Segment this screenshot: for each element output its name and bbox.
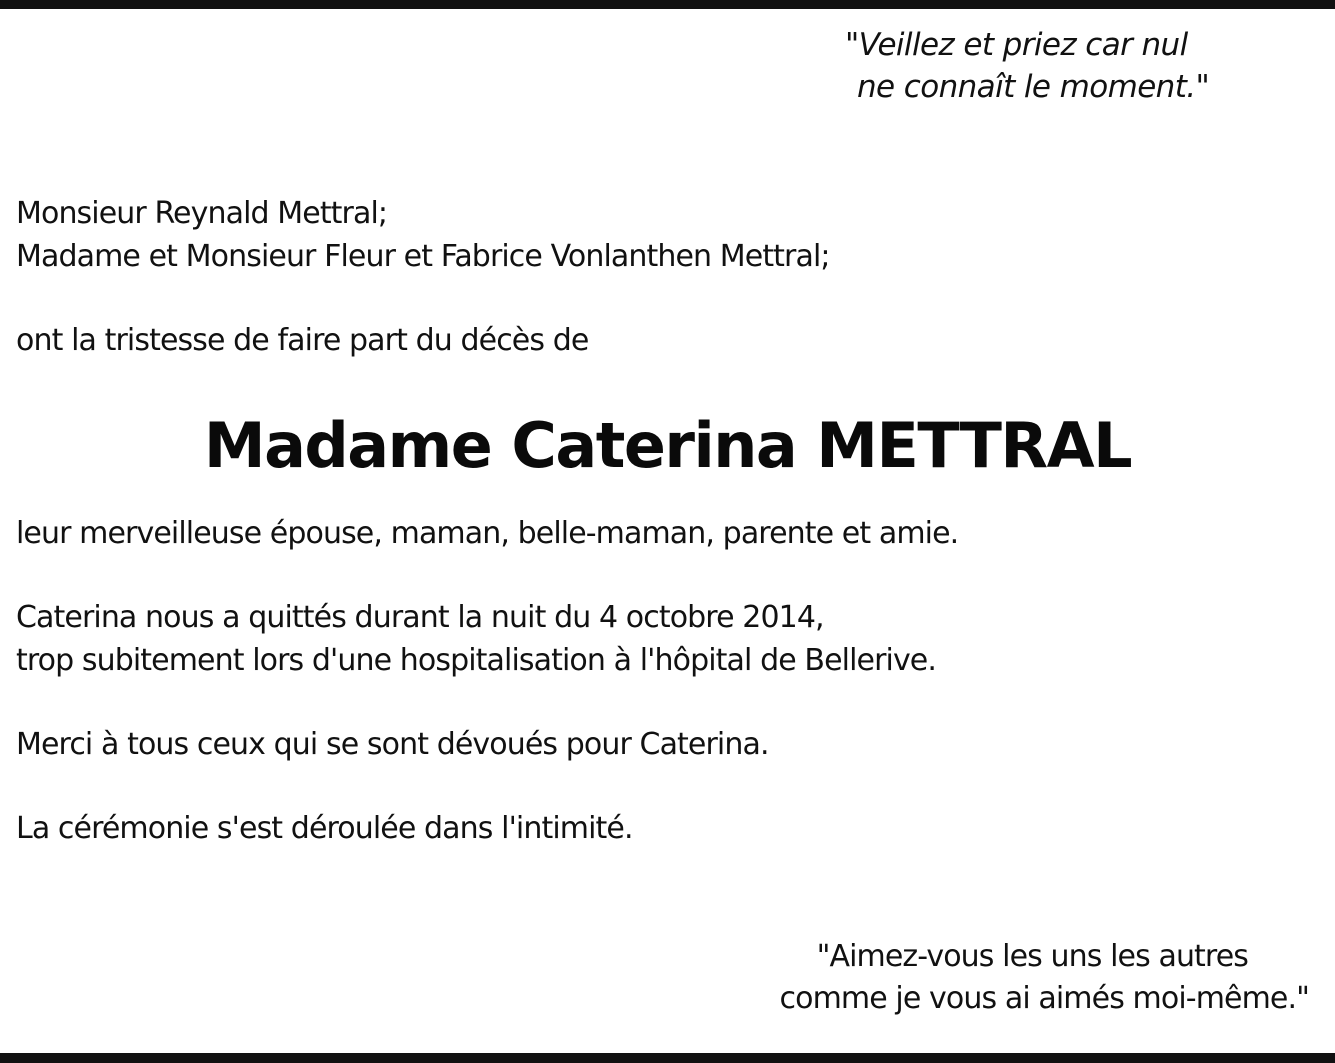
top-border <box>0 0 1335 9</box>
relation-text: leur merveilleuse épouse, maman, belle-maman, parente et amie. <box>16 516 959 551</box>
closing-quote <box>780 936 1309 1020</box>
thanks-text: Merci à tous ceux qui se sont dévoués pour Caterina. <box>16 727 769 762</box>
family-line-2: Madame et Monsieur Fleur et Fabrice Vonlanthen Mettral; <box>16 239 830 274</box>
death-line-2: trop subitement lors d'une hospitalisation à l'hôpital de Bellerive. <box>16 643 936 678</box>
epigraph-line-1: "Veillez et priez car nul <box>845 27 1188 63</box>
death-line-1: Caterina nous a quittés durant la nuit du 4 octobre 2014, <box>16 600 824 635</box>
announcement-text: ont la tristesse de faire part du décès de <box>16 323 589 358</box>
closing-quote-line-2: comme je vous ai aimés moi-même." <box>779 981 1309 1016</box>
epigraph <box>845 24 1209 108</box>
bottom-border <box>0 1053 1335 1063</box>
deceased-name: Madame Caterina METTRAL <box>203 409 1132 482</box>
closing-quote-line-1: "Aimez-vous les uns les autres <box>816 939 1248 974</box>
family-line-1: Monsieur Reynald Mettral; <box>16 196 388 231</box>
epigraph-line-2: ne connaît le moment." <box>857 69 1210 105</box>
ceremony-text: La cérémonie s'est déroulée dans l'intimité. <box>16 811 633 846</box>
